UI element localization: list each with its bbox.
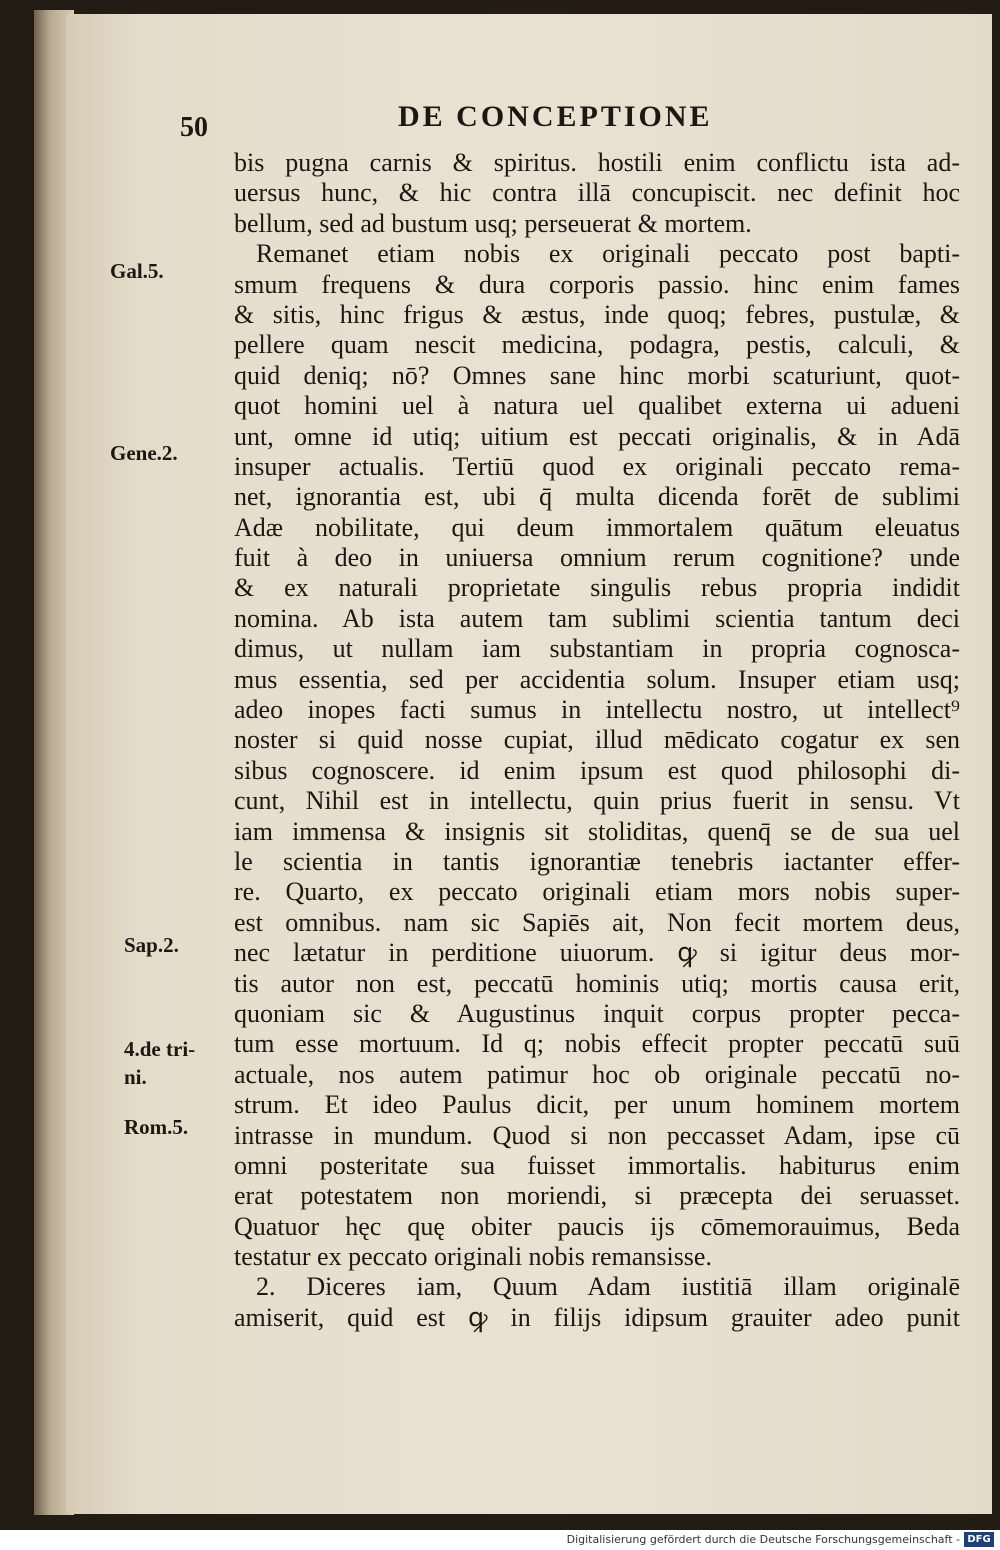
body-text — [234, 148, 960, 1333]
text-line: nec lætatur in perditione uiuorum. ꝙ si igitur deus mor- — [234, 938, 960, 968]
margin-note-de-trinitate: 4.de tri- — [124, 1037, 196, 1061]
text-line: fuit à deo in uniuersa omnium rerum cognitione? unde — [234, 543, 960, 573]
text-line: re. Quarto, ex peccato originali etiam mors nobis super- — [234, 877, 960, 907]
text-line: iam immensa & insignis sit stoliditas, quenq̄ se de sua uel — [234, 816, 960, 846]
text-line: bellum, sed ad bustum usq; perseuerat & mortem. — [234, 208, 752, 238]
text-line: quot homini uel à natura uel qualibet externa ui adueni — [234, 391, 960, 421]
text-line: Quatuor hęc quę obiter paucis ijs cōmemorauimus, Beda — [234, 1211, 960, 1241]
text-line: adeo inopes facti sumus in intellectu nostro, ut intellect⁹ — [234, 695, 960, 725]
footer-bar — [0, 1530, 1000, 1550]
text-line: mus essentia, sed per accidentia solum. Insuper etiam usq; — [234, 664, 960, 694]
text-line: nomina. Ab ista autem tam sublimi scientia tantum deci — [234, 603, 960, 633]
text-line: strum. Et ideo Paulus dicit, per unum hominem mortem — [234, 1090, 960, 1120]
funding-credit: Digitalisierung gefördert durch die Deutsche Forschungsgemeinschaft - — [566, 1533, 960, 1546]
dfg-logo: DFG — [964, 1532, 994, 1547]
text-line: cunt, Nihil est in intellectu, quin prius fuerit in sensu. Vt — [234, 786, 960, 816]
text-line: unt, omne id utiq; uitium est peccati originalis, & in Adā — [234, 421, 960, 451]
text-line: Adæ nobilitate, qui deum immortalem quātum eleuatus — [234, 512, 960, 542]
text-line: erat potestatem non moriendi, si præcepta dei seruasset. — [234, 1181, 960, 1211]
margin-note-rom: Rom.5. — [124, 1115, 189, 1139]
margin-note-gal: Gal.5. — [110, 259, 164, 283]
page-number: 50 — [180, 112, 208, 143]
text-line: quid deniq; nō? Omnes sane hinc morbi scaturiunt, quot- — [234, 360, 960, 390]
text-line: bis pugna carnis & spiritus. hostili enim conflictu ista ad- — [234, 148, 960, 177]
text-line: Remanet etiam nobis ex originali peccato post bapti- — [256, 239, 960, 269]
text-line: testatur ex peccato originali nobis remansisse. — [234, 1242, 712, 1272]
margin-note-de-trinitate-cont: ni. — [124, 1065, 147, 1089]
text-line: & ex naturali proprietate singulis rebus propria indidit — [234, 573, 960, 603]
margin-note-gene: Gene.2. — [110, 441, 178, 465]
text-line: amiserit, quid est ꝙ in filijs idipsum grauiter adeo punit — [234, 1302, 960, 1332]
text-line: le scientia in tantis ignorantiæ tenebris iactanter effer- — [234, 846, 960, 876]
text-line: net, ignorantia est, ubi q̄ multa dicenda forēt de sublimi — [234, 482, 960, 512]
text-line: noster si quid nosse cupiat, illud mēdicato cogatur ex sen — [234, 725, 960, 755]
text-line: intrasse in mundum. Quod si non peccasset Adam, ipse cū — [234, 1120, 960, 1150]
text-line: & sitis, hinc frigus & æstus, inde quoq; febres, pustulæ, & — [234, 299, 960, 329]
text-line: smum frequens & dura corporis passio. hinc enim fames — [234, 269, 960, 299]
text-line: quoniam sic & Augustinus inquit corpus propter pecca- — [234, 998, 960, 1028]
text-line: tum esse mortuum. Id q; nobis effecit propter peccatū suū — [234, 1029, 960, 1059]
text-line: omni posteritate sua fuisset immortalis. habiturus enim — [234, 1150, 960, 1180]
text-line: tis autor non est, peccatū hominis utiq; mortis causa erit, — [234, 968, 960, 998]
text-line: dimus, ut nullam iam substantiam in propria cognosca- — [234, 634, 960, 664]
text-line: uersus hunc, & hic contra illā concupiscit. nec definit hoc — [234, 178, 960, 208]
text-line: actuale, nos autem patimur hoc ob originale peccatū no- — [234, 1059, 960, 1089]
margin-note-sap: Sap.2. — [124, 933, 179, 957]
text-line: 2. Diceres iam, Quum Adam iustitiā illam originalē — [256, 1272, 960, 1302]
running-head: DE CONCEPTIONE — [398, 100, 713, 133]
text-line: est omnibus. nam sic Sapiēs ait, Non fecit mortem deus, — [234, 907, 960, 937]
text-line: sibus cognoscere. id enim ipsum est quod philosophi di- — [234, 755, 960, 785]
text-line: pellere quam nescit medicina, podagra, pestis, calculi, & — [234, 330, 960, 360]
text-line: insuper actualis. Tertiū quod ex originali peccato rema- — [234, 451, 960, 481]
